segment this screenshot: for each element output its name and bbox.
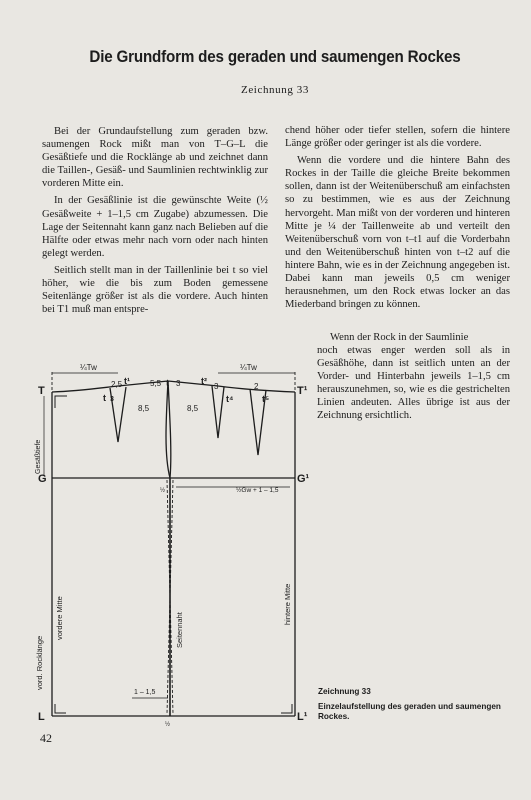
mark-t3-sup: 3 [110,396,114,403]
side-seam-label: Seitennaht [175,612,184,648]
mark-t4: t⁴ [226,394,234,404]
point-g: G [38,473,47,485]
corner-mark [281,704,292,713]
point-g1: G¹ [297,473,310,485]
mark-t1: t¹ [124,376,130,386]
page-number: 42 [40,731,52,745]
back-side-curve [168,381,171,478]
paragraph: In der Gesäßlinie ist die gewünschte Weite (½ Gesäßweite + 1–1,5 cm Zugabe) abzumessen. Die Lage der Seitennaht kann ganz nach Belieben auf die Hälfte oder etwas mehr nach vorn oder nach hinten gelegt werden. [42,195,268,259]
hip-width-label: ½Gw + 1 – 1,5 [236,487,279,494]
half-mark-bottom: ½ [165,722,171,728]
point-l1: L¹ [297,711,308,723]
point-t: T [38,385,45,397]
quarter-tw-right: ¼Tw [240,363,257,372]
paragraph: Wenn die vordere und die hintere Bahn des Rockes in der Taille die gleiche Breite bekommen sollen, dann ist der Weitenüberschuß am einfachsten so zu bestimmen, wie es aus der Zeichnung hervorgeht. Man mißt von der vorderen und hinteren Mitte je ¼ der Taillenweite ab und verteilt den Weitenüberschuß vorn von t–t1 auf die Vorderbahn und den Weitenüberschuß hinten von t–t2 auf die hintere Bahn, wie es in der Zeichnung angegeben ist. Dabei kann man jeweils 0,5 cm weniger herausnehmen, um den Rock etwas locker an das Miederband bringen zu können. [285,155,510,311]
front-side-curve [166,381,170,478]
skirt-length-label: vord. Rocklänge [35,635,44,690]
paragraph: noch etwas enger werden soll als in Gesäßhöhe, dann ist seitlich unten an der Vorder- und Hinterbahn jeweils 1–1,5 cm herauszunehmen, so, wie es die gestrichelten Linien andeuten. Alles übrige ist aus der Zeichnung ersichtlich. [317,345,510,422]
num-8-5-right: 8,5 [187,404,199,413]
front-center-label: vordere Mitte [55,596,64,640]
num-3: 3 [176,379,181,388]
paragraph: Seitlich stellt man in der Taillenlinie bei t so viel höher, wie die bis zum Boden gemessene Seitenlänge größer ist als die vordere. Auch hinten bei T1 muß man entspre- [42,264,268,316]
quarter-tw-left: ¼Tw [80,363,97,372]
point-t1: T¹ [297,385,308,397]
back-dart-1 [212,386,224,438]
num-2: 2 [254,382,259,391]
mark-t3: t [103,393,106,403]
figure-caption [318,687,518,723]
drawing-reference: Zeichnung 33 [241,84,309,96]
num-3-right: 3 [214,382,219,391]
caption-text: Einzelaufstellung des geraden und saumengen Rockes. [318,701,501,721]
point-l: L [38,711,45,723]
paragraph: chend höher oder tiefer stellen, sofern die hintere Länge größer oder geringer ist als die vordere. [285,125,510,150]
num-8-5-left: 8,5 [138,404,150,413]
waist-line [52,381,295,392]
corner-mark [55,396,67,408]
mark-t2: t² [201,376,207,386]
num-5-5: 5,5 [150,379,162,388]
corner-mark [55,704,66,713]
num-2-5: 2,5 [111,380,123,389]
hip-depth-label: Gesäßtiefe [35,439,42,474]
mark-t5: t⁵ [262,394,270,404]
tail-lead: Wenn der Rock in der Saumlinie [330,332,469,343]
caption-title: Zeichnung 33 [318,687,371,696]
back-center-label: hintere Mitte [283,583,292,625]
paragraph: Bei der Grundaufstellung zum geraden bzw. saumengen Rock mißt man von T–G–L die Gesäßtiefe und die Rocklänge ab und zeichnet dann die Taillen-, Gesäß- und Saumlinien rechtwinklig zur vorderen Mitte ein. [42,126,268,190]
range-label: 1 – 1,5 [134,689,156,696]
mark-t-center: t [166,378,169,388]
half-mark-top: ½ [160,488,166,494]
page-title: Die Grundform des geraden und saumengen Rockes [89,48,461,66]
